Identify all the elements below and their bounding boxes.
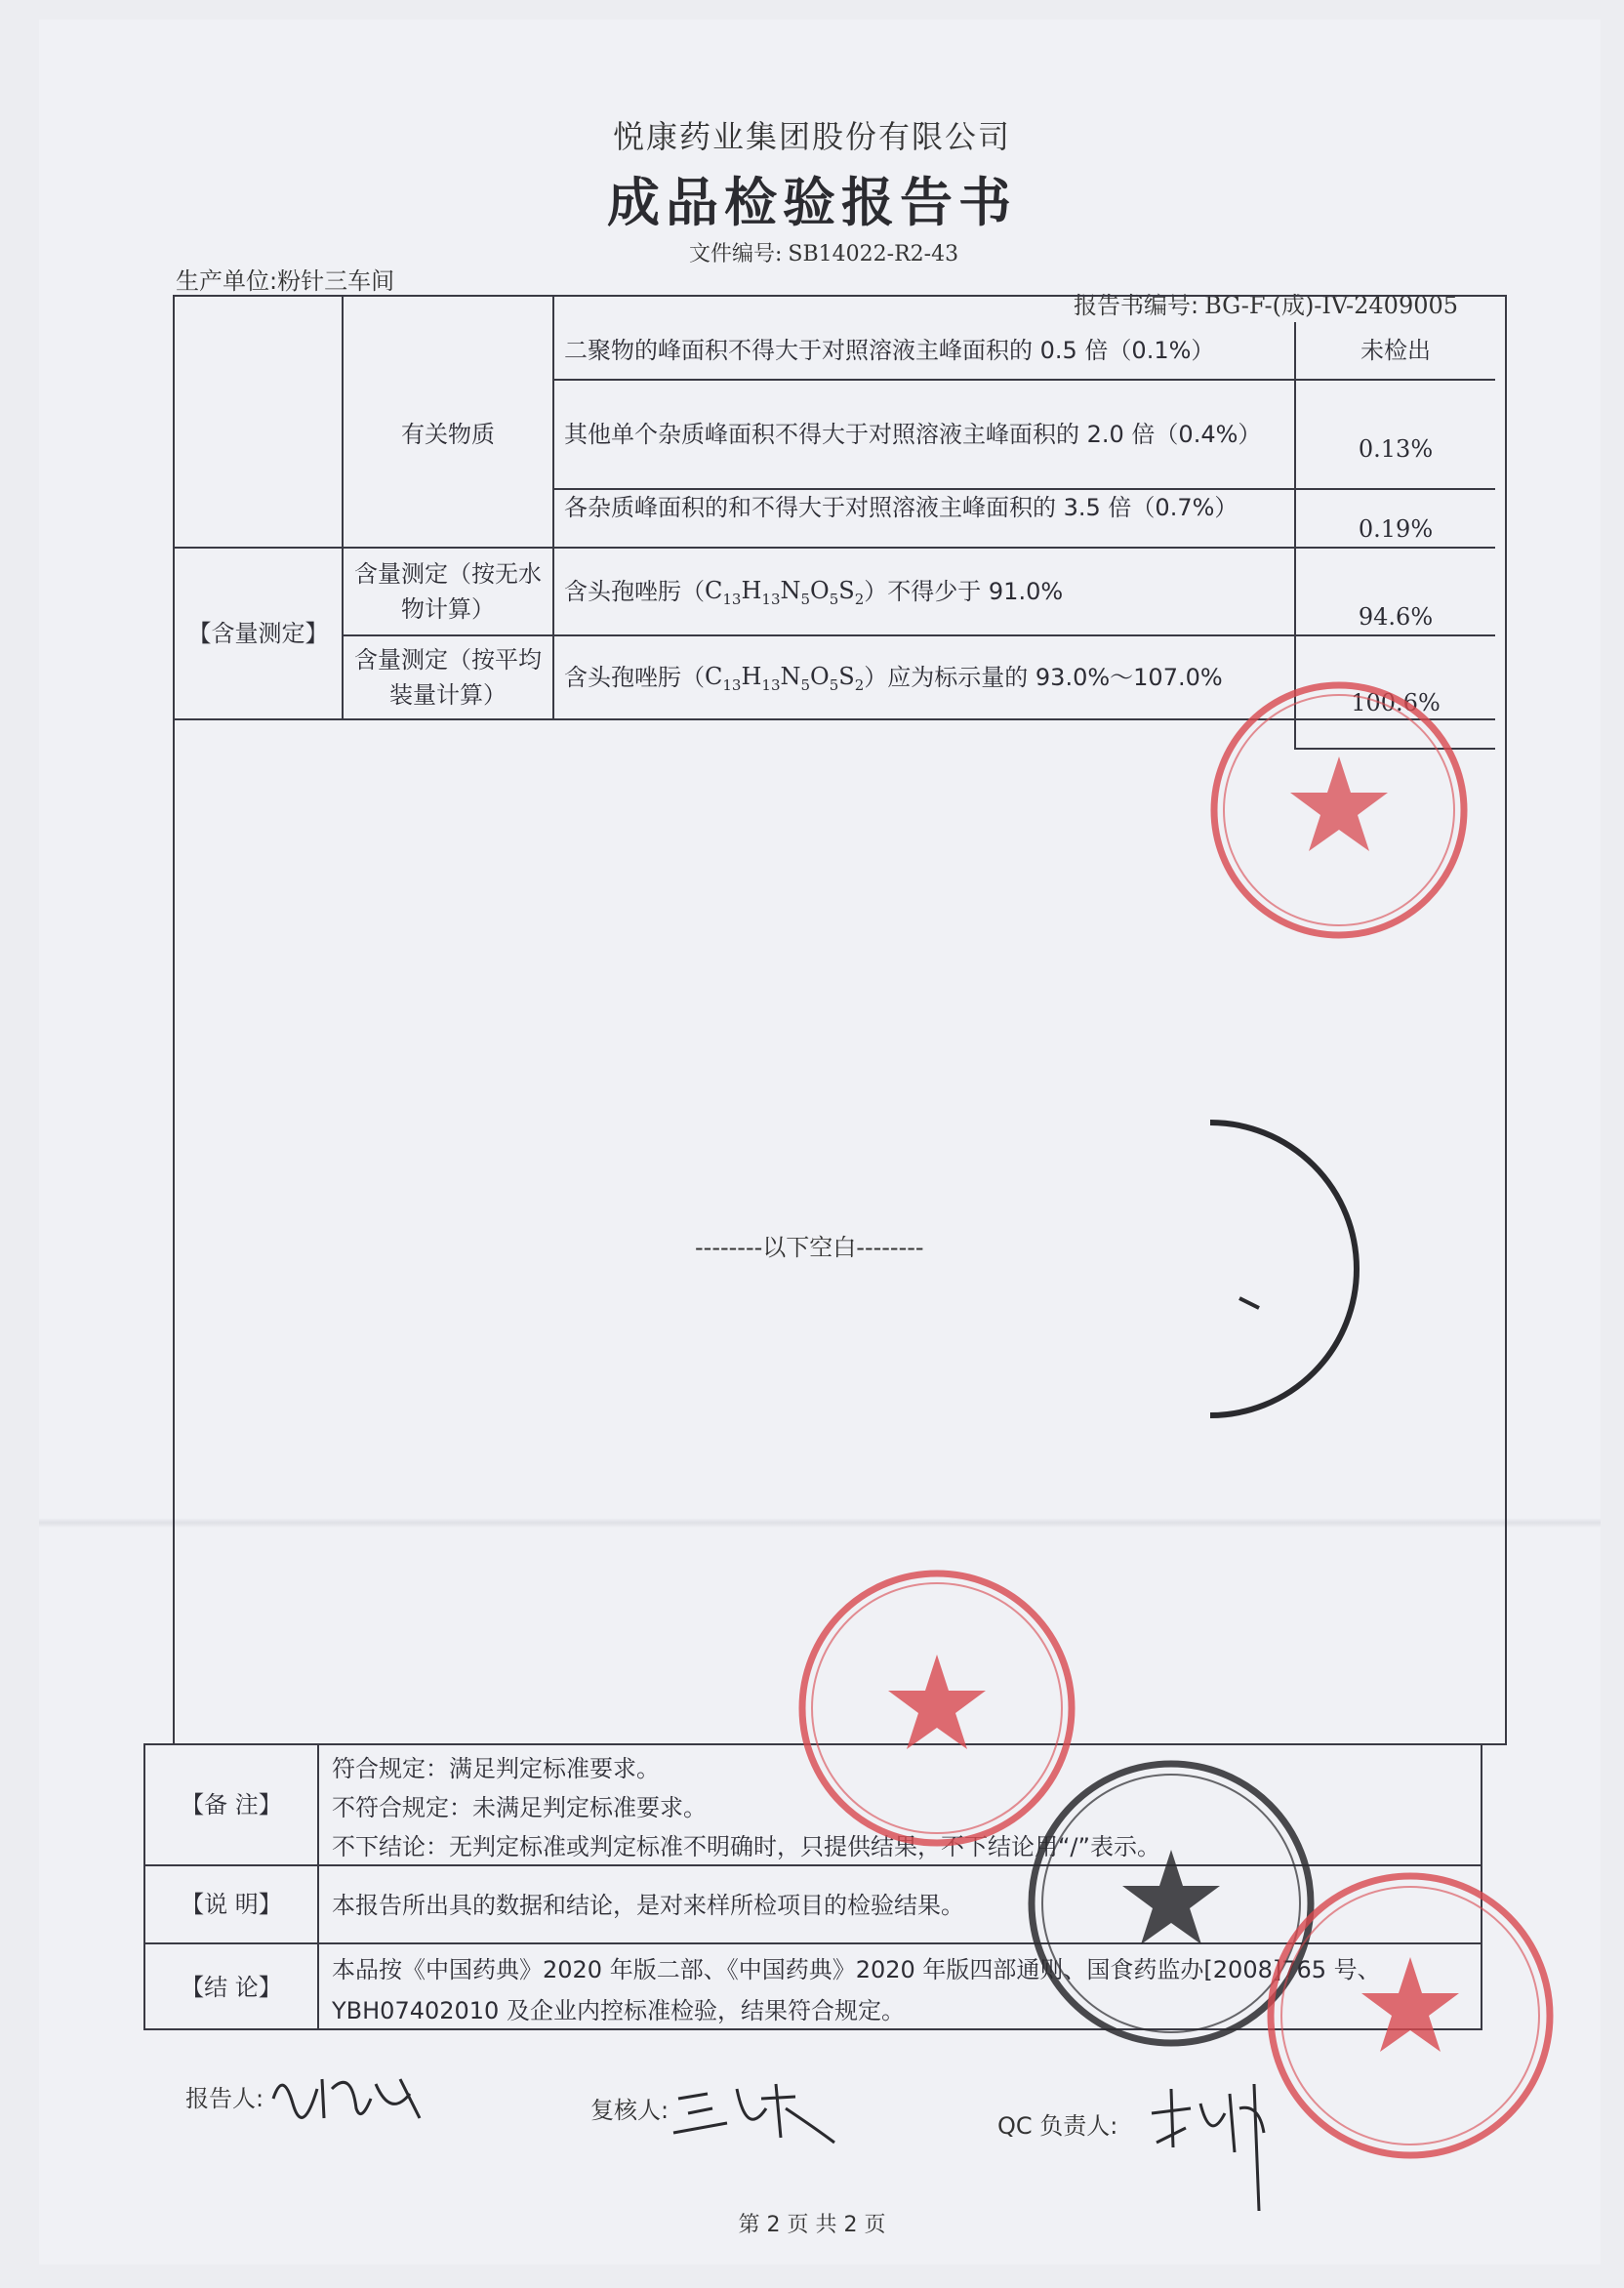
reviewer-label: 复核人: <box>590 2097 670 2124</box>
assay-requirement-average <box>554 636 1294 718</box>
requirement-total-impurity: 各杂质峰面积的和不得大于对照溶液主峰面积的 3.5 倍（0.7%） <box>564 494 1238 521</box>
remark-line: 符合规定：满足判定标准要求。 <box>332 1755 660 1782</box>
report-number-label: 报告书编号: <box>1074 292 1199 319</box>
assay-req-suffix: ）不得少于 91.0% <box>864 578 1064 605</box>
remark-label: 【备 注】 <box>181 1791 282 1818</box>
blank-below-marker: --------以下空白-------- <box>695 1234 924 1261</box>
assay-req-suffix: ）应为标示量的 93.0%～107.0% <box>864 664 1223 691</box>
conclusion-line: YBH07402010 及企业内控标准检验，结果符合规定。 <box>332 1997 905 2024</box>
assay-result-average: 100.6% <box>1351 689 1441 716</box>
file-number-value: SB14022-R2-43 <box>788 242 959 266</box>
reviewer-signature <box>669 2069 844 2147</box>
production-unit-value: 粉针三车间 <box>277 267 395 295</box>
assay-formula: $C_{13}H_{13}N_5O_5S_2$ <box>705 576 865 608</box>
conclusion-label: 【结 论】 <box>181 1974 282 2001</box>
result-dimer: 未检出 <box>1360 337 1431 364</box>
assay-req-prefix: 含头孢唑肟（ <box>564 578 705 605</box>
production-unit-label: 生产单位: <box>176 267 278 295</box>
file-number-label: 文件编号: <box>689 242 783 266</box>
conclusion-line: 本品按《中国药典》2020 年版二部、《中国药典》2020 年版四部通则、国食药监办[2008]765 号、 <box>332 1956 1381 1983</box>
assay-method-anhydrous: 含量测定（按无水物计算） <box>354 560 542 623</box>
assay-formula: $C_{13}H_{13}N_5O_5S_2$ <box>705 662 865 694</box>
requirement-dimer: 二聚物的峰面积不得大于对照溶液主峰面积的 0.5 倍（0.1%） <box>564 337 1215 364</box>
document-title: 成品检验报告书 <box>607 172 1017 233</box>
related-substances-label: 有关物质 <box>401 421 495 448</box>
result-total-impurity: 0.19% <box>1358 515 1434 543</box>
reporter-signature <box>264 2060 429 2138</box>
assay-method-average: 含量测定（按平均装量计算） <box>354 646 542 709</box>
file-number <box>683 237 958 267</box>
requirement-single-impurity: 其他单个杂质峰面积不得大于对照溶液主峰面积的 2.0 倍（0.4%） <box>564 421 1262 448</box>
assay-requirement-anhydrous <box>554 549 1294 634</box>
remark-line: 不符合规定：未满足判定标准要求。 <box>332 1794 707 1821</box>
company-name: 悦康药业集团股份有限公司 <box>612 118 1011 155</box>
production-unit <box>176 262 394 296</box>
quality-seal-right <box>1259 1864 1562 2167</box>
assay-req-prefix: 含头孢唑肟（ <box>564 664 705 691</box>
company-seal-upper <box>1202 674 1476 947</box>
qc-label: QC 负责人: <box>997 2112 1118 2140</box>
table-divider <box>317 1743 319 2030</box>
report-number-value: BG-F-(成)-IV-2409005 <box>1204 292 1459 319</box>
remark-line: 不下结论：无判定标准或判定标准不明确时，只提供结果，不下结论用“/”表示。 <box>332 1833 1160 1860</box>
page-number: 第 2 页 共 2 页 <box>738 2213 886 2237</box>
explain-label: 【说 明】 <box>181 1891 282 1918</box>
explain-text: 本报告所出具的数据和结论，是对来样所检项目的检验结果。 <box>332 1892 964 1919</box>
assay-result-anhydrous: 94.6% <box>1358 603 1434 631</box>
reporter-label: 报告人: <box>185 2085 264 2112</box>
company-seal-middle <box>1152 1108 1366 1430</box>
result-single-impurity: 0.13% <box>1358 435 1434 463</box>
assay-label: 【含量测定】 <box>187 620 329 647</box>
